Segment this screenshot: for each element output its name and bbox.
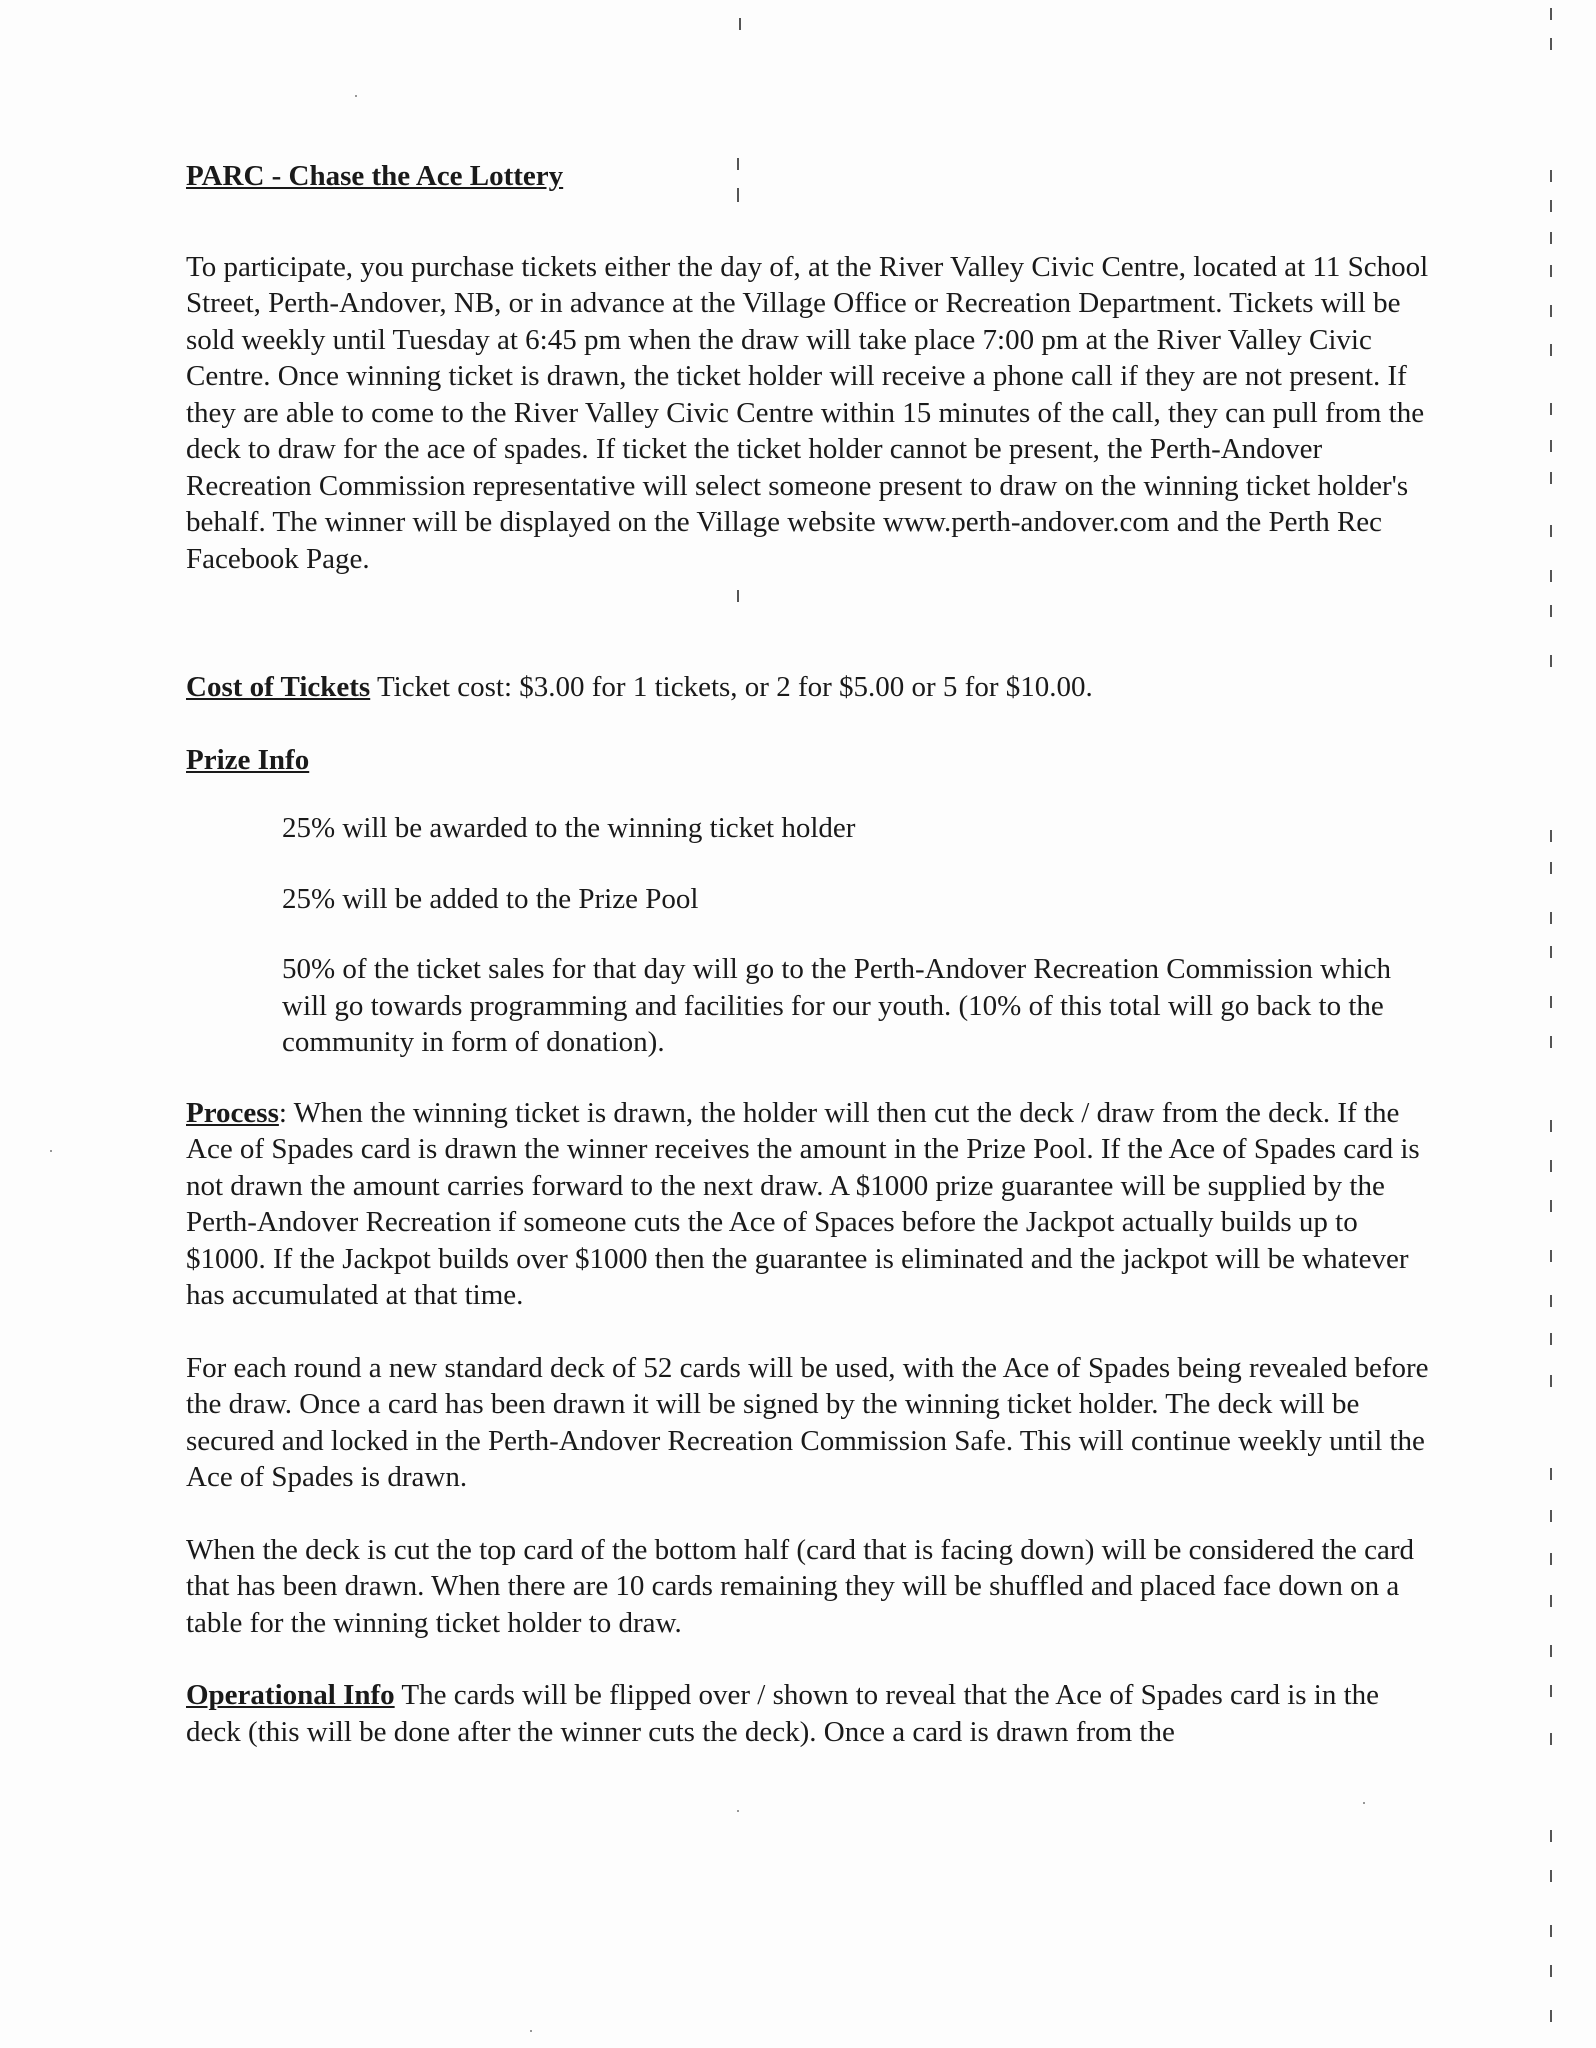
- scan-mark: [1550, 1036, 1552, 1048]
- scan-mark: [1550, 570, 1552, 582]
- scan-mark: [1550, 472, 1552, 484]
- scan-mark: [1550, 912, 1552, 924]
- scan-speck: [737, 1810, 739, 1812]
- scan-mark: [1550, 170, 1552, 182]
- scan-mark: [1550, 440, 1552, 452]
- prize-item: 25% will be added to the Prize Pool: [282, 882, 699, 915]
- scan-mark: [1550, 1830, 1552, 1842]
- round-paragraph: For each round a new standard deck of 52 cards will be used, with the Ace of Spades being revealed before the draw. Once a card has been drawn it will be signed by the winning ticket holder. The deck will be secured and locked in the Perth-Andover Recreation Commission Safe. This will continue weekly until the Ace of Spades is drawn.: [186, 1351, 1429, 1493]
- scan-mark: [1550, 605, 1552, 617]
- scan-speck: [355, 95, 357, 97]
- operational-paragraph: [186, 1677, 1436, 1750]
- cost-paragraph: [186, 669, 1436, 706]
- cost-text: Ticket cost: $3.00 for 1 tickets, or 2 for $5.00 or 5 for $10.00.: [370, 671, 1093, 703]
- scan-mark: [1550, 862, 1552, 874]
- document-title: PARC - Chase the Ace Lottery: [186, 160, 564, 192]
- scan-mark: [1550, 1250, 1552, 1262]
- scan-mark: [1550, 1965, 1552, 1977]
- scan-mark: [1550, 1553, 1552, 1565]
- intro-paragraph: To participate, you purchase tickets either the day of, at the River Valley Civic Centre, located at 11 School Street, Perth-Andover, NB, or in advance at the Village Office or Recreation Department. Tickets will be sold weekly until Tuesday at 6:45 pm when the draw will take place 7:00 pm at the River Valley Civic Centre. Once winning ticket is drawn, the ticket holder will receive a phone call if they are not present. If they are able to come to the River Valley Civic Centre within 15 minutes of the call, they can pull from the deck to draw for the ace of spades. If ticket the ticket holder cannot be present, the Perth-Andover Recreation Commission representative will select someone present to draw on the winning ticket holder's behalf. The winner will be displayed on the Village website www.perth-andover.com and the Perth Rec Facebook Page.: [186, 250, 1429, 575]
- deck-cut-paragraph: When the deck is cut the top card of the bottom half (card that is facing down) will be considered the card that has been drawn. When there are 10 cards remaining they will be shuffled and placed face down on a table for the winning ticket holder to draw.: [186, 1533, 1415, 1639]
- scan-mark: [739, 18, 741, 30]
- scan-mark: [1550, 1925, 1552, 1937]
- scan-mark: [1550, 1733, 1552, 1745]
- scan-mark: [1550, 1375, 1552, 1387]
- scan-mark: [1550, 344, 1552, 356]
- scan-speck: [530, 2030, 532, 2032]
- scan-mark: [1550, 305, 1552, 317]
- scan-mark: [1550, 1595, 1552, 1607]
- scan-mark: [1550, 1645, 1552, 1657]
- scan-mark: [1550, 232, 1552, 244]
- operational-heading: Operational Info: [186, 1679, 395, 1711]
- scan-mark: [1550, 1685, 1552, 1697]
- prize-item: 50% of the ticket sales for that day will go to the Perth-Andover Recreation Commission which will go towards programming and facilities for our youth. (10% of this total will go back to the community in form of donation).: [282, 953, 1392, 1058]
- scan-mark: [1550, 265, 1552, 277]
- cost-heading: Cost of Tickets: [186, 671, 371, 703]
- scan-mark: [1550, 2010, 1552, 2022]
- title-paragraph: [186, 158, 1436, 195]
- scan-mark: [1550, 403, 1552, 415]
- scan-mark: [1550, 1468, 1552, 1480]
- prize-list: [282, 810, 1436, 1061]
- prize-paragraph: [186, 742, 1436, 779]
- scan-speck: [50, 1150, 52, 1152]
- prize-item: 25% will be awarded to the winning ticket holder: [282, 812, 856, 844]
- scan-mark: [1550, 946, 1552, 958]
- scan-mark: [1550, 1333, 1552, 1345]
- process-paragraph: [186, 1095, 1436, 1314]
- scan-mark: [1550, 830, 1552, 842]
- document-body: [186, 158, 1436, 1750]
- scan-mark: [1550, 1295, 1552, 1307]
- scan-mark: [1550, 38, 1552, 50]
- scan-mark: [1550, 1510, 1552, 1522]
- scan-mark: [1550, 200, 1552, 212]
- scan-mark: [1550, 996, 1552, 1008]
- prize-heading: Prize Info: [186, 743, 310, 776]
- scan-mark: [1550, 1160, 1552, 1172]
- scan-mark: [1550, 8, 1552, 20]
- scan-mark: [737, 590, 739, 602]
- operational-text: The cards will be flipped over / shown to reveal that the Ace of Spades card is in the deck (this will be done after the winner cuts the deck). Once a card is drawn from the: [186, 1679, 1380, 1748]
- process-heading: Process: [186, 1096, 279, 1129]
- scan-mark: [1550, 655, 1552, 667]
- scan-mark: [1550, 1870, 1552, 1882]
- scan-mark: [1550, 1120, 1552, 1132]
- process-text: : When the winning ticket is drawn, the holder will then cut the deck / draw from the deck. If the Ace of Spades card is drawn the winner receives the amount in the Prize Pool. If the Ace of Spades card is not drawn the amount carries forward to the next draw. A $1000 prize guarantee will be supplied by the Perth-Andover Recreation if someone cuts the Ace of Spaces before the Jackpot actually builds up to $1000. If the Jackpot builds over $1000 then the guarantee is eliminated and the jackpot will be whatever has accumulated at that time.: [186, 1096, 1420, 1311]
- scan-mark: [1550, 525, 1552, 537]
- scan-mark: [737, 188, 739, 202]
- scan-speck: [1363, 1802, 1365, 1804]
- scan-mark: [737, 158, 739, 170]
- scan-mark: [1550, 1200, 1552, 1212]
